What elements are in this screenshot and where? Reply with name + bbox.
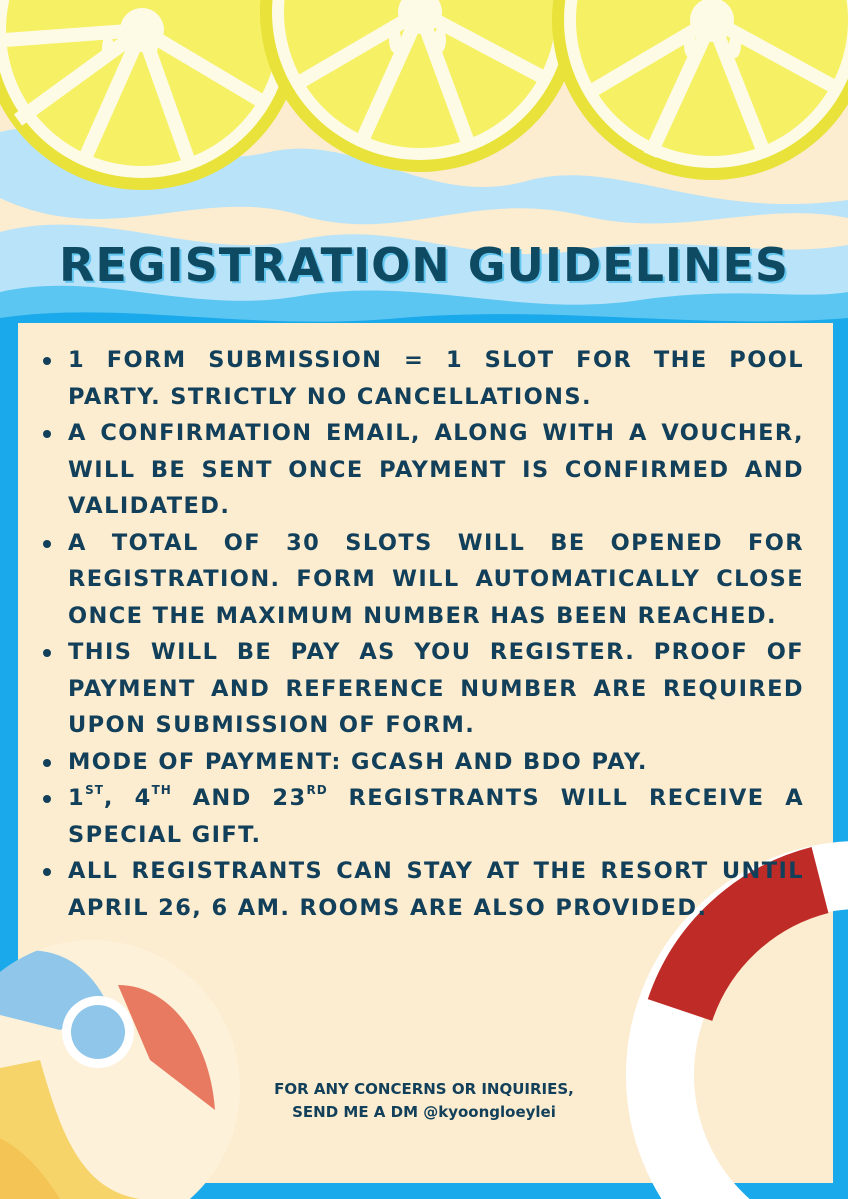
- ordinal-suffix: TH: [151, 783, 172, 797]
- guideline-item-gifts: 1ST, 4TH AND 23RD REGISTRANTS WILL RECEIVE A SPECIAL GIFT.: [68, 780, 804, 853]
- guideline-item: THIS WILL BE PAY AS YOU REGISTER. PROOF OF PAYMENT AND REFERENCE NUMBER ARE REQUIRED UPON SUBMISSION OF FORM.: [68, 634, 804, 744]
- guideline-item: MODE OF PAYMENT: GCASH AND BDO PAY.: [68, 744, 804, 781]
- page-title: REGISTRATION GUIDELINES: [58, 238, 790, 292]
- ordinal-number: 4: [134, 785, 152, 811]
- social-handle: @kyoongloeylei: [423, 1103, 556, 1121]
- guideline-item: A CONFIRMATION EMAIL, ALONG WITH A VOUCHER, WILL BE SENT ONCE PAYMENT IS CONFIRMED AND VALIDATED.: [68, 415, 804, 525]
- ordinal-suffix: ST: [85, 783, 104, 797]
- ordinal-number: 23: [272, 785, 307, 811]
- gift-text: REGISTRANTS WILL RECEIVE A SPECIAL GIFT.: [68, 785, 805, 848]
- ordinal-suffix: RD: [306, 783, 328, 797]
- footer-line: FOR ANY CONCERNS OR INQUIRIES,: [274, 1080, 574, 1098]
- footer-line: SEND ME A DM: [292, 1103, 418, 1121]
- conjunction: AND: [192, 785, 252, 811]
- ordinal-number: 1: [68, 785, 86, 811]
- guideline-item: A TOTAL OF 30 SLOTS WILL BE OPENED FOR REGISTRATION. FORM WILL AUTOMATICALLY CLOSE ONCE THE MAXIMUM NUMBER HAS BEEN REACHED.: [68, 525, 804, 635]
- beach-ball-icon: [0, 940, 240, 1199]
- guidelines-list: [38, 342, 804, 926]
- guideline-item: 1 FORM SUBMISSION = 1 SLOT FOR THE POOL PARTY. STRICTLY NO CANCELLATIONS.: [68, 342, 804, 415]
- guideline-item: ALL REGISTRANTS CAN STAY AT THE RESORT UNTIL APRIL 26, 6 AM. ROOMS ARE ALSO PROVIDED.: [68, 853, 804, 926]
- contact-footer: [224, 1078, 624, 1124]
